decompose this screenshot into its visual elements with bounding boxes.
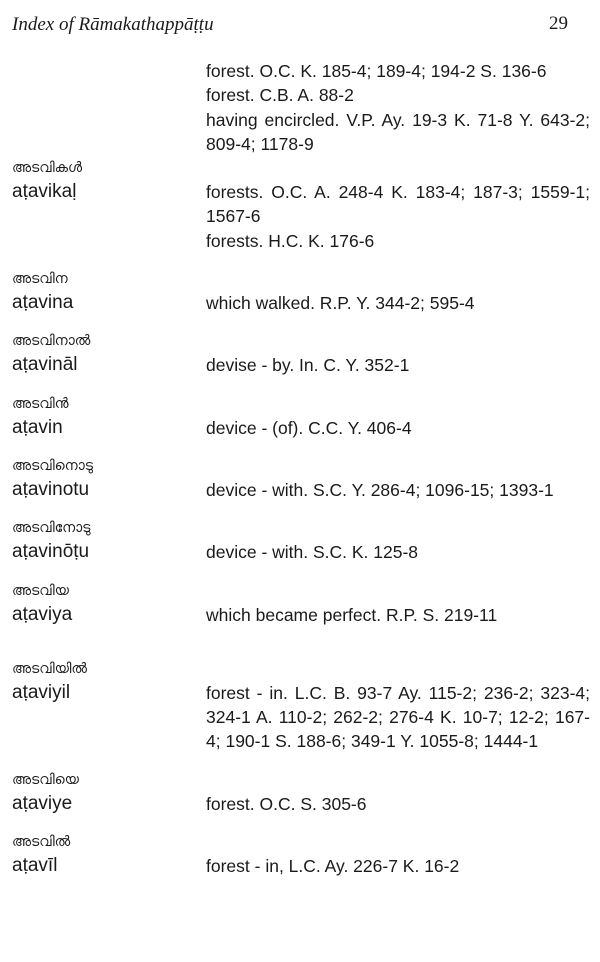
entry-senses (206, 478, 590, 502)
sense: which walked. R.P. Y. 344-2; 595-4 (206, 293, 475, 314)
headword-malayalam: അടവിയ (12, 582, 69, 599)
entry-body (12, 416, 590, 440)
entry-body (12, 180, 590, 253)
headword-malayalam: അടവിൽ (12, 834, 71, 851)
index-entry (12, 768, 590, 816)
page-number: 29 (549, 13, 568, 34)
entry-body (12, 792, 590, 816)
entry-senses (206, 681, 590, 754)
headword-transliteration: aṭavīl (12, 855, 58, 877)
headword-malayalam: അടവിൻ (12, 395, 69, 412)
entry-senses (206, 540, 590, 564)
sense: forests. O.C. A. 248-4 K. 183-4; 187-3; 1559-1; 1567-6 (206, 182, 590, 227)
entry-body (12, 59, 590, 156)
entry-body (12, 291, 590, 315)
headword-malayalam: അടവിനാൽ (12, 333, 91, 350)
sense: devise - by. In. C. Y. 352-1 (206, 355, 410, 376)
sense: forests. H.C. K. 176-6 (206, 230, 375, 251)
headword-malayalam: അടവിയെ (12, 771, 79, 788)
index-entry (12, 579, 590, 627)
index-entry (12, 657, 590, 754)
index-entry (12, 392, 590, 440)
headword-transliteration: aṭavikaḷ (12, 181, 77, 203)
headword-malayalam: അടവിയിൽ (12, 660, 87, 677)
sense: having encircled. V.P. Ay. 19-3 K. 71-8 Y. 643-2; 809-4; 1178-9 (206, 109, 590, 154)
entry-senses (206, 792, 590, 816)
index-entries (12, 59, 590, 878)
sense: forest - in, L.C. Ay. 226-7 K. 16-2 (206, 856, 460, 877)
entry-body (12, 478, 590, 502)
entry-body (12, 603, 590, 627)
headword-malayalam: അടവിന (12, 271, 68, 288)
headword-transliteration: aṭavin (12, 416, 63, 438)
sense: device - with. S.C. Y. 286-4; 1096-15; 1393-1 (206, 479, 554, 500)
headword-transliteration: aṭavinotu (12, 478, 90, 500)
running-title: Index of Rāmakathappāṭṭu (12, 14, 214, 35)
headword-transliteration: aṭaviyil (12, 681, 71, 703)
index-entry (12, 830, 590, 878)
headword-malayalam: അടവിനൊടു (12, 457, 93, 474)
headword-transliteration: aṭavināl (12, 354, 78, 376)
index-entry (12, 454, 590, 502)
sense: device - (of). C.C. Y. 406-4 (206, 417, 412, 438)
headword-transliteration: aṭavina (12, 292, 74, 314)
headword-malayalam: അടവിനോടു (12, 520, 91, 537)
sense: device - with. S.C. K. 125-8 (206, 542, 419, 563)
sense: which became perfect. R.P. S. 219-11 (206, 604, 498, 625)
sense: forest - in. L.C. B. 93-7 Ay. 115-2; 236-2; 323-4; 324-1 A. 110-2; 262-2; 276-4 K. 10-7; 12-2; 167-4; 190-1 S. 188-6; 349-1 Y. 1055-8; 1444-1 (206, 682, 590, 752)
entry-senses (206, 416, 590, 440)
sense: forest. C.B. A. 88-2 (206, 85, 354, 106)
entry-senses (206, 603, 590, 627)
entry-body (12, 540, 590, 564)
entry-body (12, 854, 590, 878)
entry-senses (206, 180, 590, 253)
entry-body (12, 681, 590, 754)
index-entry-continuation (12, 59, 590, 156)
sense: forest. O.C. K. 185-4; 189-4; 194-2 S. 136-6 (206, 61, 547, 81)
index-entry (12, 156, 590, 253)
sense: forest. O.C. S. 305-6 (206, 793, 367, 814)
headword-malayalam: അടവികൾ (12, 160, 83, 177)
index-entry (12, 516, 590, 564)
entry-senses (206, 353, 590, 377)
entry-senses (206, 59, 590, 156)
entry-senses (206, 291, 590, 315)
headword-transliteration: aṭavinōṭu (12, 541, 90, 563)
entry-senses (206, 854, 590, 878)
index-entry (12, 267, 590, 315)
entry-body (12, 353, 590, 377)
headword-transliteration: aṭaviye (12, 792, 73, 814)
headword-transliteration: aṭaviya (12, 603, 73, 625)
index-entry (12, 329, 590, 377)
